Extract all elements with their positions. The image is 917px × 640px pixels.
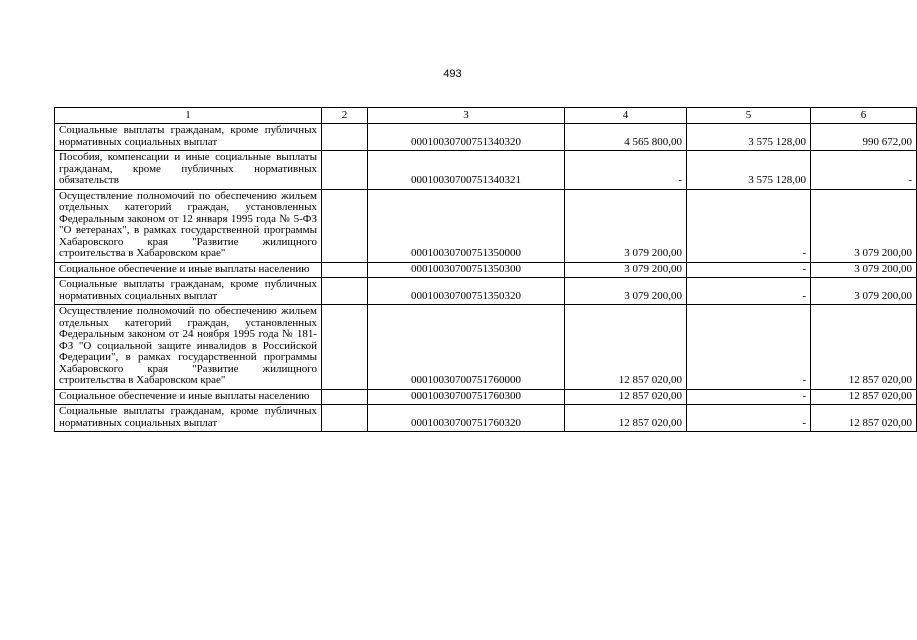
row-value-5: - [687,189,811,262]
row-value-4: 3 079 200,00 [565,278,687,305]
row-value-4: 3 079 200,00 [565,189,687,262]
row-value-5: 3 575 128,00 [687,124,811,151]
row-value-6: 12 857 020,00 [811,389,917,405]
row-value-4: - [565,151,687,190]
budget-table [54,107,917,432]
row-value-6: 3 079 200,00 [811,262,917,278]
row-code: 00010030700751760300 [368,389,565,405]
row-col2 [322,305,368,390]
row-code: 00010030700751760320 [368,405,565,432]
row-code: 00010030700751760000 [368,305,565,390]
row-value-6: 990 672,00 [811,124,917,151]
row-code: 00010030700751340320 [368,124,565,151]
row-col2 [322,262,368,278]
table-row [55,305,917,390]
row-name: Социальные выплаты гражданам, кроме публичных нормативных социальных выплат [55,405,322,432]
row-name: Социальное обеспечение и иные выплаты населению [55,262,322,278]
column-header-4: 4 [565,108,687,124]
row-code: 00010030700751350000 [368,189,565,262]
row-name: Социальные выплаты гражданам, кроме публичных нормативных социальных выплат [55,124,322,151]
table-row [55,124,917,151]
row-value-4: 12 857 020,00 [565,305,687,390]
row-name: Пособия, компенсации и иные социальные выплаты гражданам, кроме публичных нормативных обязательств [55,151,322,190]
row-col2 [322,124,368,151]
row-value-6: 3 079 200,00 [811,189,917,262]
row-code: 00010030700751340321 [368,151,565,190]
row-value-6: 12 857 020,00 [811,405,917,432]
row-col2 [322,151,368,190]
table-row [55,389,917,405]
row-name: Осуществление полномочий по обеспечению жильем отдельных категорий граждан, установленных Федеральным законом от 24 ноября 1995 года № 181-ФЗ "О социальной защите инвалидов в Российской Федерации", в рамках государственной программы Хабаровского края "Развитие жилищного строительства в Хабаровском крае" [55,305,322,390]
row-col2 [322,389,368,405]
row-value-6: 12 857 020,00 [811,305,917,390]
table-row [55,262,917,278]
row-value-4: 12 857 020,00 [565,389,687,405]
row-col2 [322,278,368,305]
row-col2 [322,189,368,262]
row-value-5: - [687,389,811,405]
row-value-5: - [687,305,811,390]
row-value-5: - [687,278,811,305]
column-header-5: 5 [687,108,811,124]
row-name: Социальные выплаты гражданам, кроме публичных нормативных социальных выплат [55,278,322,305]
column-header-2: 2 [322,108,368,124]
table-row [55,189,917,262]
table-row [55,151,917,190]
page-number: 493 [443,68,462,80]
row-value-6: 3 079 200,00 [811,278,917,305]
column-header-6: 6 [811,108,917,124]
row-name: Социальное обеспечение и иные выплаты населению [55,389,322,405]
row-code: 00010030700751350300 [368,262,565,278]
table-row [55,405,917,432]
row-col2 [322,405,368,432]
column-header-3: 3 [368,108,565,124]
row-value-4: 4 565 800,00 [565,124,687,151]
row-code: 00010030700751350320 [368,278,565,305]
header-row [55,108,917,124]
row-value-4: 3 079 200,00 [565,262,687,278]
row-value-5: - [687,405,811,432]
row-value-6: - [811,151,917,190]
table-row [55,278,917,305]
row-value-5: 3 575 128,00 [687,151,811,190]
row-value-5: - [687,262,811,278]
row-value-4: 12 857 020,00 [565,405,687,432]
column-header-1: 1 [55,108,322,124]
row-name: Осуществление полномочий по обеспечению жильем отдельных категорий граждан, установленных Федеральным законом от 12 января 1995 года № 5-ФЗ "О ветеранах", в рамках государственной программы Хабаровского края "Развитие жилищного строительства в Хабаровском крае" [55,189,322,262]
